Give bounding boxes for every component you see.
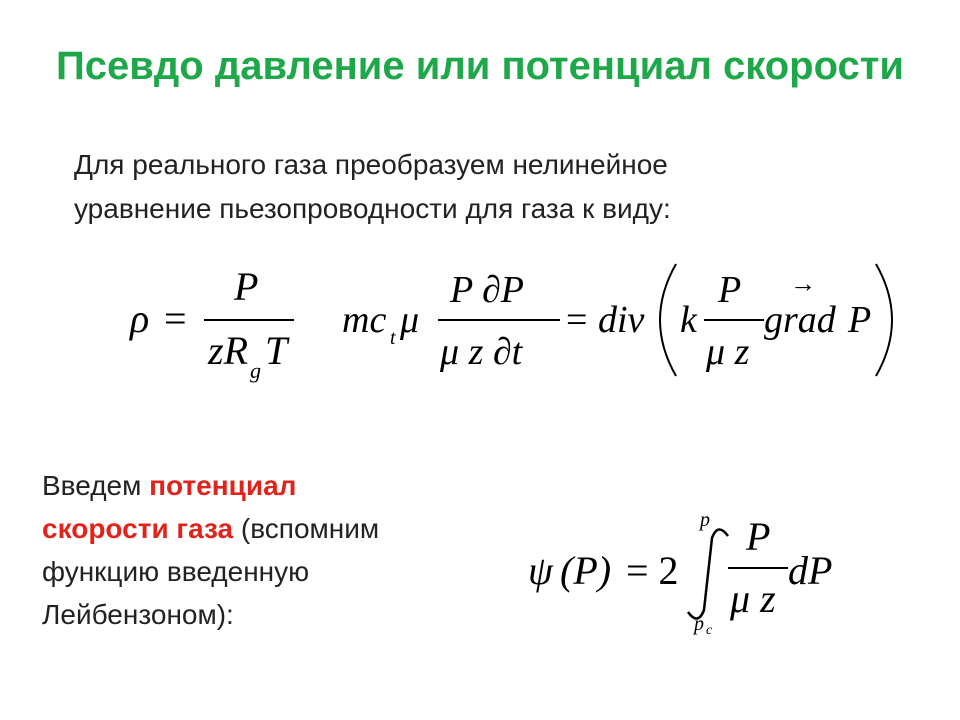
fraction-numerator: P ∂P [450, 269, 525, 311]
vector-arrow: → [790, 269, 816, 298]
equals-sign: = [164, 296, 187, 341]
equals-sign: = [566, 299, 588, 341]
intro-line-1: Для реального газа преобразуем нелинейное [74, 149, 668, 180]
inner-denominator: μ z [706, 331, 750, 373]
grad-operator: grad [764, 299, 836, 341]
mu-symbol: μ [400, 299, 420, 341]
integrand-numerator: P [746, 514, 771, 559]
intro-line-2: уравнение пьезопроводности для газа к виду: [74, 193, 671, 224]
rho-symbol: ρ [130, 296, 150, 341]
k-symbol: k [680, 299, 697, 341]
left-paren [660, 264, 676, 376]
intro-text [74, 143, 894, 231]
numerator-p: P [234, 264, 259, 309]
velocity-potential-text [42, 464, 462, 636]
upper-limit: p [700, 509, 710, 531]
text-line-4: Лейбензоном): [42, 599, 234, 630]
mc-term: mc [342, 299, 387, 341]
text-line-2: скорости газа (вспомним [42, 513, 380, 544]
lower-limit: p [694, 613, 704, 635]
integrand-denominator: μ z [730, 576, 776, 621]
div-operator: div [598, 299, 645, 341]
page-title: Псевдо давление или потенциал скорости [56, 44, 904, 88]
lower-limit-sub: c [706, 623, 713, 638]
differential-dp: dP [788, 548, 833, 593]
potential-equation [528, 508, 848, 638]
text-line-3: функцию введенную [42, 556, 310, 587]
equals-two: = 2 [626, 548, 679, 593]
denominator-t: T [265, 328, 288, 373]
denominator-zr: zR [208, 328, 248, 373]
psi-argument: (P) [560, 548, 612, 593]
density-equation [120, 260, 320, 390]
highlight-potential: потенциал [149, 470, 297, 501]
highlight-gas-velocity: скорости газа [42, 513, 234, 544]
psi-symbol: ψ [528, 548, 553, 593]
text-line-1: Введем потенциал [42, 470, 297, 501]
right-paren [876, 264, 892, 376]
integral-sign [688, 529, 728, 618]
grad-p: P [848, 299, 872, 341]
inner-numerator: P [718, 269, 742, 311]
fraction-denominator: μ z ∂t [440, 331, 523, 373]
piezo-equation [340, 258, 900, 388]
subscript-t: t [390, 327, 396, 349]
subscript-g: g [250, 358, 261, 383]
